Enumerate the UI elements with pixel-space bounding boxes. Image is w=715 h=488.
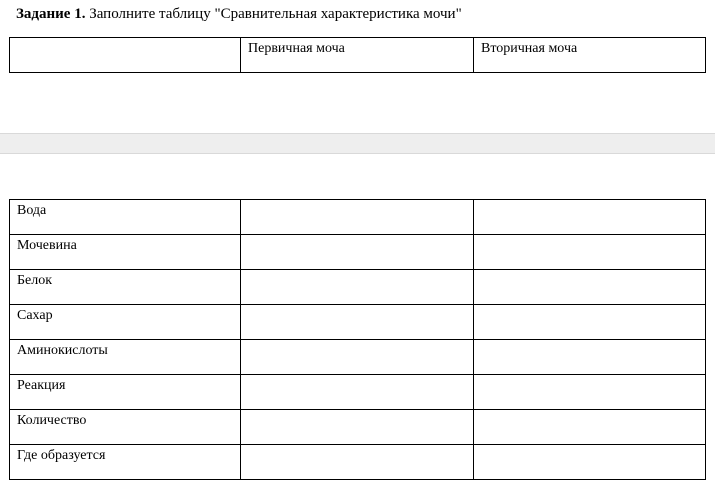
primary-urine-cell[interactable] [241,445,474,480]
header-secondary-urine-label: Вторичная моча [481,41,578,56]
task-heading [16,5,462,23]
row-label-cell [10,200,241,235]
table-row [10,375,706,410]
row-label: Аминокислоты [17,343,108,358]
primary-urine-cell[interactable] [241,410,474,445]
row-label-cell [10,235,241,270]
table-row [10,305,706,340]
row-label-cell [10,410,241,445]
primary-urine-cell[interactable] [241,340,474,375]
secondary-urine-cell[interactable] [474,305,706,340]
secondary-urine-cell[interactable] [474,375,706,410]
header-primary-urine-label: Первичная моча [248,41,345,56]
header-cell-empty[interactable] [10,38,241,73]
row-label-cell [10,445,241,480]
row-label: Сахар [17,308,53,323]
row-label-cell [10,270,241,305]
comparison-table-body [9,199,706,480]
secondary-urine-cell[interactable] [474,445,706,480]
secondary-urine-cell[interactable] [474,235,706,270]
primary-urine-cell[interactable] [241,270,474,305]
secondary-urine-cell[interactable] [474,200,706,235]
row-label: Вода [17,203,47,218]
row-label: Количество [17,413,87,428]
page-break-separator [0,133,715,154]
row-label: Где образуется [17,448,106,463]
table-header-row [10,38,706,73]
secondary-urine-cell[interactable] [474,410,706,445]
table-row [10,410,706,445]
table-row [10,235,706,270]
header-cell-secondary-urine[interactable] [474,38,706,73]
table-row [10,340,706,375]
table-row [10,200,706,235]
task-instruction: Заполните таблицу "Сравнительная характеристика мочи" [85,6,462,22]
primary-urine-cell[interactable] [241,375,474,410]
comparison-table-header [9,37,706,73]
primary-urine-cell[interactable] [241,200,474,235]
secondary-urine-cell[interactable] [474,270,706,305]
row-label-cell [10,375,241,410]
task-number-label: Задание 1. [16,6,86,22]
secondary-urine-cell[interactable] [474,340,706,375]
row-label-cell [10,340,241,375]
row-label-cell [10,305,241,340]
table-row [10,270,706,305]
row-label: Белок [17,273,53,288]
primary-urine-cell[interactable] [241,305,474,340]
primary-urine-cell[interactable] [241,235,474,270]
row-label: Мочевина [17,238,77,253]
table-row [10,445,706,480]
header-cell-primary-urine[interactable] [241,38,474,73]
row-label: Реакция [17,378,66,393]
